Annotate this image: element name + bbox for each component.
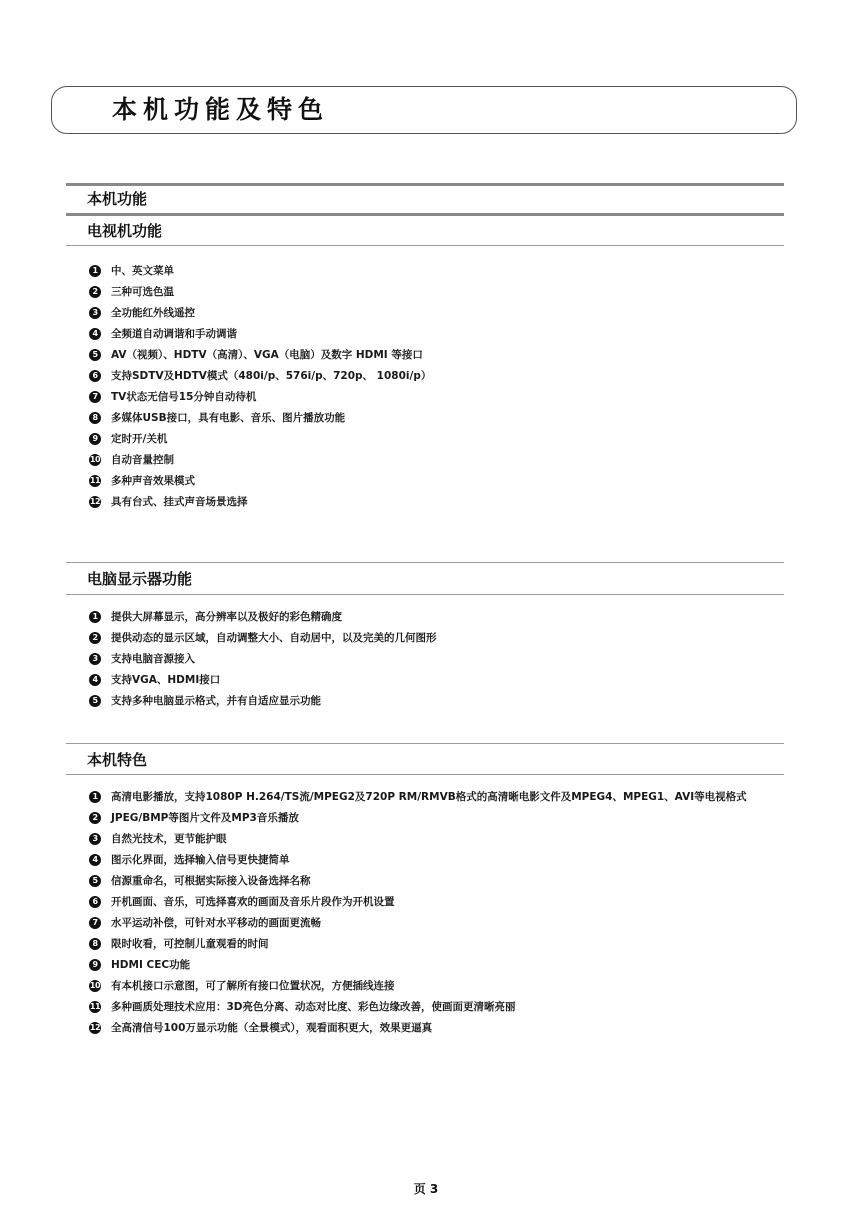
item-text: TV状态无信号15分钟自动待机 [111,391,257,403]
item-number-badge: 7 [89,391,101,403]
item-text: 中、英文菜单 [111,265,174,277]
functions-heading: 本机功能 [87,190,148,208]
page-title-box [51,86,797,134]
item-text: 全频道自动调谐和手动调谐 [111,328,237,340]
item-number-badge: 1 [89,791,101,803]
item-number-badge: 2 [89,632,101,644]
pc-section-underline [66,594,784,595]
item-number-badge: 9 [89,433,101,445]
section-divider [66,213,784,216]
item-number-badge: 8 [89,412,101,424]
list-item [89,428,431,449]
item-number-badge: 2 [89,812,101,824]
list-item [89,1017,747,1038]
list-item [89,975,747,996]
item-number-badge: 10 [89,981,101,990]
list-item [89,407,431,428]
tv-section-title: 电视机功能 [87,222,163,240]
list-item [89,870,747,891]
item-text: 定时开/关机 [111,433,168,445]
features-section-underline [66,774,784,775]
item-text: 全高清信号100万显示功能（全景模式），观看面积更大，效果更逼真 [111,1022,433,1034]
list-item [89,933,747,954]
item-text: 支持VGA、HDMI接口 [111,674,221,686]
pc-section-topline [66,562,784,563]
list-item [89,690,437,711]
item-number-badge: 5 [89,349,101,361]
list-item [89,828,747,849]
list-item [89,281,431,302]
item-number-badge: 5 [89,695,101,707]
list-item [89,807,747,828]
item-text: 多种声音效果模式 [111,475,195,487]
item-text: 多媒体USB接口，具有电影、音乐、图片播放功能 [111,412,346,424]
tv-section-underline [66,245,784,246]
item-number-badge: 4 [89,674,101,686]
list-item [89,260,431,281]
list-item [89,365,431,386]
page-title: 本机功能及特色 [112,95,330,124]
item-number-badge: 12 [89,497,101,506]
tv-feature-list [89,260,431,512]
item-text: 限时收看，可控制儿童观看的时间 [111,938,269,950]
list-item [89,449,431,470]
item-number-badge: 2 [89,286,101,298]
item-number-badge: 5 [89,875,101,887]
item-number-badge: 3 [89,653,101,665]
item-text: 高清电影播放，支持1080P H.264/TS流/MPEG2及720P RM/RMVB格式的高清晰电影文件及MPEG4、MPEG1、AVI等电视格式 [111,791,747,803]
item-text: 自动音量控制 [111,454,174,466]
list-item [89,786,747,807]
list-item [89,954,747,975]
item-text: 具有台式、挂式声音场景选择 [111,496,248,508]
item-text: 自然光技术，更节能护眼 [111,833,227,845]
item-number-badge: 6 [89,370,101,382]
features-section-title: 本机特色 [87,751,148,769]
item-number-badge: 4 [89,854,101,866]
list-item [89,606,437,627]
item-text: 多种画质处理技术应用：3D亮色分离、动态对比度、彩色边缘改善，使画面更清晰亮丽 [111,1001,516,1013]
item-number-badge: 6 [89,896,101,908]
item-text: HDMI CEC功能 [111,959,191,971]
list-item [89,648,437,669]
item-text: 支持电脑音源接入 [111,653,195,665]
list-item [89,849,747,870]
item-text: 三种可选色温 [111,286,174,298]
item-text: 水平运动补偿，可针对水平移动的画面更流畅 [111,917,321,929]
item-number-badge: 11 [89,476,101,485]
item-number-badge: 7 [89,917,101,929]
item-number-badge: 12 [89,1023,101,1032]
item-number-badge: 4 [89,328,101,340]
item-text: 支持SDTV及HDTV模式（480i/p、576i/p、720p、 1080i/p） [111,370,432,382]
item-text: 有本机接口示意图，可了解所有接口位置状况，方便插线连接 [111,980,395,992]
item-text: 提供大屏幕显示，高分辨率以及极好的彩色精确度 [111,611,342,623]
item-text: 支持多种电脑显示格式，并有自适应显示功能 [111,695,321,707]
list-item [89,302,431,323]
item-text: 全功能红外线遥控 [111,307,195,319]
item-number-badge: 1 [89,611,101,623]
item-number-badge: 8 [89,938,101,950]
list-item [89,344,431,365]
section-divider-top [66,183,784,186]
list-item [89,912,747,933]
item-text: AV（视频）、HDTV（高清）、VGA（电脑）及数字 HDMI 等接口 [111,349,423,361]
item-number-badge: 1 [89,265,101,277]
pc-section-title: 电脑显示器功能 [87,570,193,588]
item-number-badge: 10 [89,455,101,464]
item-text: 信源重命名，可根据实际接入设备选择名称 [111,875,311,887]
item-text: 开机画面、音乐，可选择喜欢的画面及音乐片段作为开机设置 [111,896,395,908]
list-item [89,491,431,512]
item-text: JPEG/BMP等图片文件及MP3音乐播放 [111,812,299,824]
list-item [89,996,747,1017]
item-number-badge: 9 [89,959,101,971]
pc-feature-list [89,606,437,711]
list-item [89,470,431,491]
page-number: 页 3 [413,1182,439,1196]
list-item [89,386,431,407]
list-item [89,627,437,648]
item-number-badge: 11 [89,1002,101,1011]
item-text: 图示化界面，选择输入信号更快捷简单 [111,854,290,866]
features-section-topline [66,743,784,744]
item-text: 提供动态的显示区域，自动调整大小、自动居中，以及完美的几何图形 [111,632,437,644]
item-number-badge: 3 [89,307,101,319]
list-item [89,323,431,344]
list-item [89,891,747,912]
item-number-badge: 3 [89,833,101,845]
list-item [89,669,437,690]
features-list [89,786,747,1038]
